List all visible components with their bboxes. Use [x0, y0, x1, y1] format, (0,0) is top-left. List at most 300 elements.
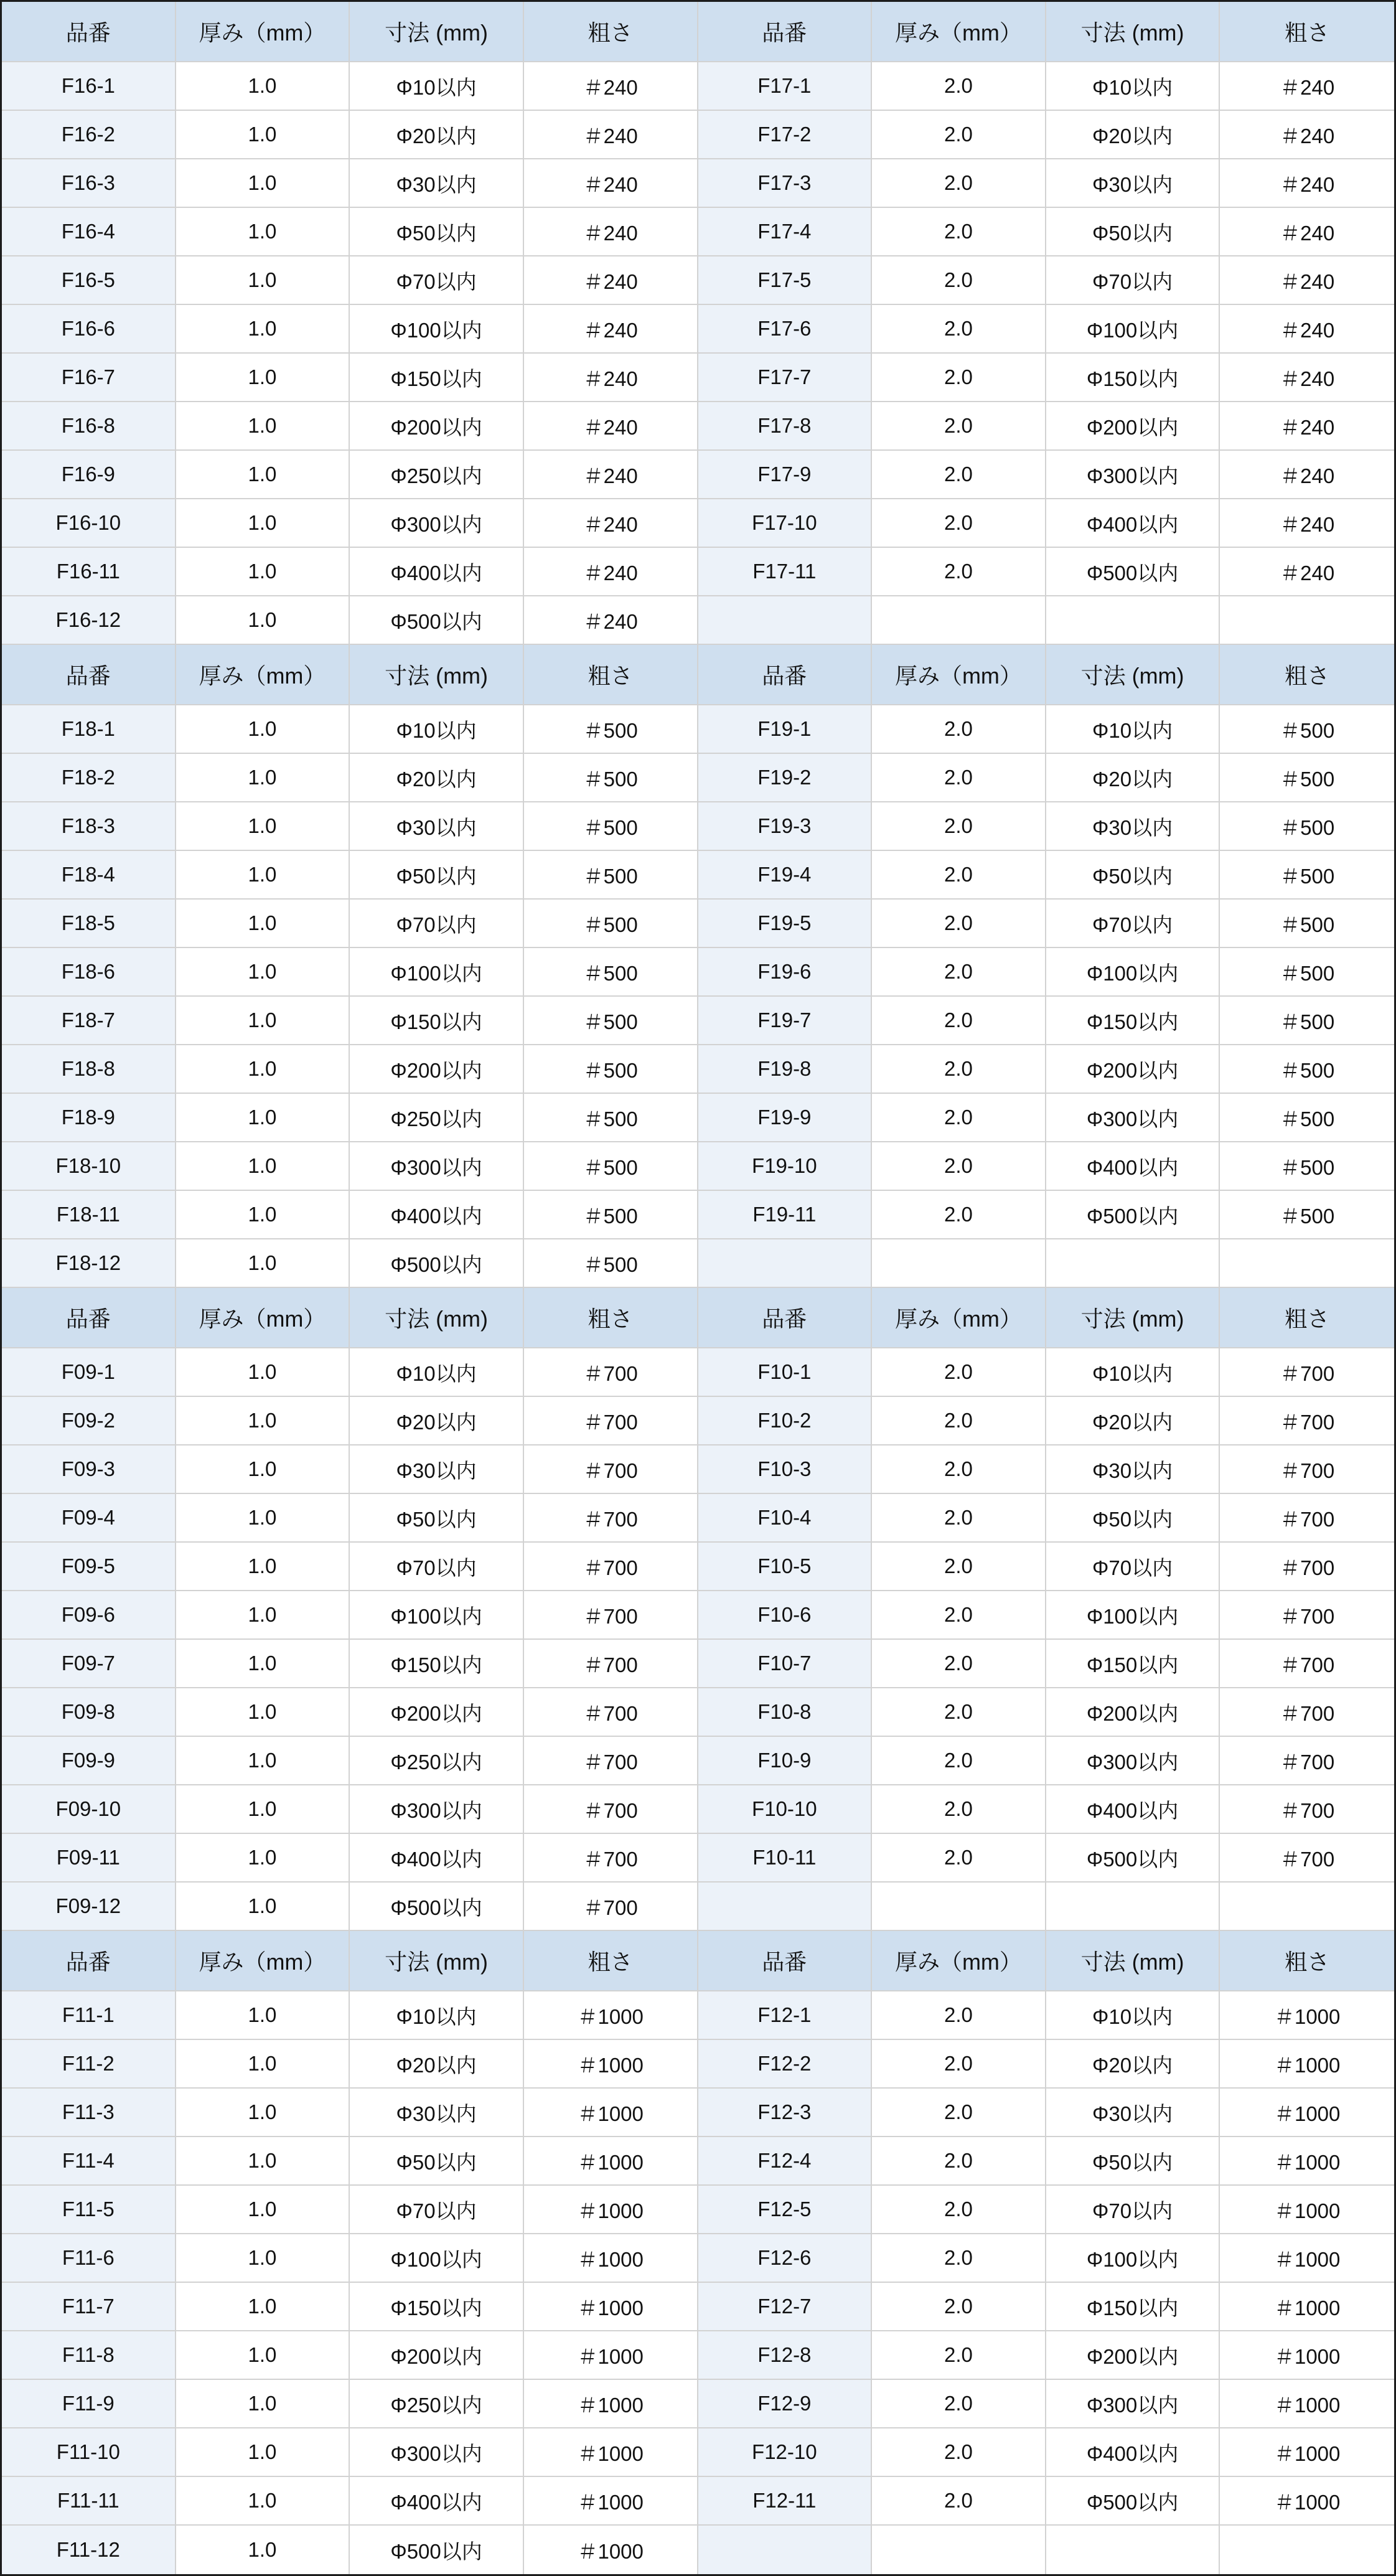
part-number-cell: F19-3 [698, 802, 873, 851]
column-header-part-number: 品番 [2, 645, 176, 705]
thickness-cell: 1.0 [176, 2283, 350, 2331]
column-header-thickness: 厚み（mm） [176, 2, 350, 62]
thickness-cell: 1.0 [176, 1834, 350, 1883]
size-cell: Φ30以内 [350, 802, 524, 851]
size-cell: Φ250以内 [350, 1094, 524, 1142]
part-number-cell: F16-1 [2, 62, 176, 111]
part-number-cell: F19-2 [698, 754, 873, 802]
column-header-thickness: 厚み（mm） [176, 1288, 350, 1348]
grit-cell: ＃500 [1220, 851, 1394, 900]
grit-cell: ＃700 [524, 1494, 698, 1543]
part-number-cell: F17-9 [698, 451, 873, 499]
column-header-grit: 粗さ [524, 1931, 698, 1991]
size-cell: Φ400以内 [1046, 1785, 1220, 1834]
thickness-cell: 2.0 [872, 705, 1046, 754]
thickness-cell: 1.0 [176, 1591, 350, 1640]
part-number-cell: F12-7 [698, 2283, 873, 2331]
grit-cell: ＃700 [1220, 1640, 1394, 1688]
size-cell: Φ300以内 [1046, 2380, 1220, 2428]
thickness-cell: 1.0 [176, 2428, 350, 2477]
part-number-cell: F18-11 [2, 1191, 176, 1239]
thickness-cell: 1.0 [176, 2331, 350, 2380]
thickness-cell: 1.0 [176, 997, 350, 1045]
thickness-cell: 2.0 [872, 1543, 1046, 1591]
thickness-cell: 1.0 [176, 1142, 350, 1191]
grit-cell: ＃240 [1220, 256, 1394, 305]
grit-cell: ＃700 [524, 1397, 698, 1445]
part-number-cell: F10-7 [698, 1640, 873, 1688]
size-cell: Φ100以内 [350, 1591, 524, 1640]
thickness-cell: 2.0 [872, 1991, 1046, 2040]
grit-cell: ＃1000 [524, 2428, 698, 2477]
part-number-cell: F17-3 [698, 159, 873, 208]
part-number-cell: F12-8 [698, 2331, 873, 2380]
part-number-cell: F12-11 [698, 2477, 873, 2526]
grit-cell: ＃500 [524, 802, 698, 851]
thickness-cell: 2.0 [872, 111, 1046, 159]
grit-cell: ＃240 [1220, 208, 1394, 256]
grit-cell: ＃500 [524, 1045, 698, 1094]
size-cell: Φ400以内 [350, 1834, 524, 1883]
size-cell: Φ150以内 [1046, 1640, 1220, 1688]
thickness-cell: 2.0 [872, 1348, 1046, 1397]
size-cell: Φ150以内 [350, 1640, 524, 1688]
grit-cell: ＃1000 [524, 2040, 698, 2089]
size-cell: Φ20以内 [350, 2040, 524, 2089]
size-cell: Φ400以内 [350, 1191, 524, 1239]
size-cell: Φ10以内 [350, 705, 524, 754]
grit-cell: ＃1000 [1220, 2477, 1394, 2526]
part-number-cell: F12-10 [698, 2428, 873, 2477]
section-table-3 [2, 1288, 1394, 1931]
thickness-cell [872, 1883, 1046, 1931]
part-number-cell: F11-11 [2, 2477, 176, 2526]
size-cell: Φ250以内 [350, 1737, 524, 1785]
part-number-cell: F12-6 [698, 2234, 873, 2283]
thickness-cell: 2.0 [872, 451, 1046, 499]
size-cell: Φ400以内 [350, 548, 524, 596]
size-cell: Φ300以内 [1046, 1094, 1220, 1142]
size-cell: Φ100以内 [350, 2234, 524, 2283]
thickness-cell: 1.0 [176, 1348, 350, 1397]
grit-cell: ＃700 [1220, 1785, 1394, 1834]
size-cell: Φ200以内 [1046, 402, 1220, 451]
grit-cell: ＃240 [524, 159, 698, 208]
grit-cell: ＃1000 [1220, 2283, 1394, 2331]
size-cell: Φ500以内 [1046, 1834, 1220, 1883]
grit-cell: ＃240 [524, 596, 698, 645]
thickness-cell: 2.0 [872, 1045, 1046, 1094]
size-cell: Φ70以内 [350, 900, 524, 948]
size-cell: Φ300以内 [350, 2428, 524, 2477]
thickness-cell: 2.0 [872, 1591, 1046, 1640]
grit-cell: ＃500 [1220, 997, 1394, 1045]
part-number-cell: F11-12 [2, 2526, 176, 2574]
part-number-cell [698, 596, 873, 645]
thickness-cell: 1.0 [176, 2040, 350, 2089]
grit-cell [1220, 1883, 1394, 1931]
grit-cell: ＃700 [524, 1737, 698, 1785]
grit-cell: ＃240 [1220, 548, 1394, 596]
part-number-cell: F18-4 [2, 851, 176, 900]
size-cell: Φ30以内 [350, 159, 524, 208]
size-cell: Φ150以内 [1046, 997, 1220, 1045]
grit-cell: ＃700 [524, 1640, 698, 1688]
part-number-cell: F09-3 [2, 1445, 176, 1494]
thickness-cell: 1.0 [176, 2089, 350, 2137]
part-number-cell: F12-4 [698, 2137, 873, 2186]
thickness-cell: 1.0 [176, 705, 350, 754]
grit-cell: ＃500 [1220, 1191, 1394, 1239]
size-cell: Φ400以内 [1046, 1142, 1220, 1191]
thickness-cell: 2.0 [872, 2186, 1046, 2234]
thickness-cell: 1.0 [176, 1543, 350, 1591]
column-header-grit: 粗さ [524, 645, 698, 705]
thickness-cell: 2.0 [872, 2137, 1046, 2186]
part-number-cell: F09-7 [2, 1640, 176, 1688]
thickness-cell: 2.0 [872, 900, 1046, 948]
grit-cell: ＃500 [1220, 900, 1394, 948]
thickness-cell: 1.0 [176, 305, 350, 354]
grit-cell: ＃500 [524, 1239, 698, 1288]
column-header-part-number: 品番 [2, 2, 176, 62]
thickness-cell: 2.0 [872, 402, 1046, 451]
column-header-size: 寸法 (mm) [1046, 1288, 1220, 1348]
part-number-cell: F10-10 [698, 1785, 873, 1834]
part-number-cell: F18-8 [2, 1045, 176, 1094]
part-number-cell: F11-8 [2, 2331, 176, 2380]
part-number-cell: F11-9 [2, 2380, 176, 2428]
thickness-cell [872, 1239, 1046, 1288]
grit-cell: ＃500 [524, 997, 698, 1045]
size-cell: Φ50以内 [350, 208, 524, 256]
grit-cell: ＃1000 [1220, 2234, 1394, 2283]
grit-cell: ＃240 [1220, 159, 1394, 208]
part-number-cell: F16-2 [2, 111, 176, 159]
size-cell: Φ20以内 [350, 754, 524, 802]
grit-cell: ＃700 [524, 1688, 698, 1737]
part-number-cell: F10-8 [698, 1688, 873, 1737]
grit-cell: ＃1000 [1220, 2089, 1394, 2137]
column-header-thickness: 厚み（mm） [176, 645, 350, 705]
part-number-cell: F18-9 [2, 1094, 176, 1142]
grit-cell: ＃240 [524, 402, 698, 451]
grit-cell: ＃700 [1220, 1397, 1394, 1445]
part-number-cell: F09-4 [2, 1494, 176, 1543]
size-cell: Φ30以内 [1046, 159, 1220, 208]
part-number-cell: F16-3 [2, 159, 176, 208]
size-cell: Φ100以内 [1046, 1591, 1220, 1640]
part-number-cell [698, 1883, 873, 1931]
part-number-cell: F18-2 [2, 754, 176, 802]
grit-cell: ＃700 [524, 1785, 698, 1834]
size-cell: Φ20以内 [1046, 754, 1220, 802]
part-number-cell: F10-2 [698, 1397, 873, 1445]
thickness-cell: 2.0 [872, 208, 1046, 256]
grit-cell: ＃500 [1220, 754, 1394, 802]
part-number-cell: F19-5 [698, 900, 873, 948]
grit-cell: ＃700 [524, 1348, 698, 1397]
part-number-cell [698, 1239, 873, 1288]
size-cell: Φ200以内 [1046, 1688, 1220, 1737]
part-number-cell: F17-2 [698, 111, 873, 159]
column-header-size: 寸法 (mm) [350, 1288, 524, 1348]
thickness-cell: 2.0 [872, 499, 1046, 548]
part-number-cell: F10-1 [698, 1348, 873, 1397]
size-cell: Φ20以内 [350, 111, 524, 159]
size-cell: Φ50以内 [1046, 851, 1220, 900]
grit-cell: ＃240 [524, 499, 698, 548]
thickness-cell: 1.0 [176, 1991, 350, 2040]
grit-cell: ＃240 [1220, 62, 1394, 111]
size-cell: Φ20以内 [1046, 2040, 1220, 2089]
grit-cell: ＃1000 [524, 2526, 698, 2574]
grit-cell: ＃500 [1220, 1142, 1394, 1191]
grit-cell: ＃700 [1220, 1834, 1394, 1883]
size-cell: Φ200以内 [1046, 2331, 1220, 2380]
grit-cell: ＃1000 [524, 2283, 698, 2331]
size-cell: Φ300以内 [350, 499, 524, 548]
part-number-cell: F11-3 [2, 2089, 176, 2137]
part-number-cell: F16-9 [2, 451, 176, 499]
size-cell: Φ70以内 [1046, 2186, 1220, 2234]
column-header-grit: 粗さ [524, 1288, 698, 1348]
column-header-part-number: 品番 [2, 1288, 176, 1348]
grit-cell: ＃1000 [524, 2234, 698, 2283]
grit-cell: ＃500 [524, 1191, 698, 1239]
thickness-cell: 1.0 [176, 2526, 350, 2574]
grit-cell: ＃240 [1220, 499, 1394, 548]
size-cell: Φ150以内 [1046, 2283, 1220, 2331]
thickness-cell: 2.0 [872, 1785, 1046, 1834]
thickness-cell: 1.0 [176, 596, 350, 645]
size-cell: Φ500以内 [350, 1883, 524, 1931]
thickness-cell: 1.0 [176, 2380, 350, 2428]
part-number-cell: F17-8 [698, 402, 873, 451]
size-cell: Φ150以内 [350, 354, 524, 402]
grit-cell: ＃1000 [524, 1991, 698, 2040]
part-number-cell: F16-12 [2, 596, 176, 645]
grit-cell: ＃700 [1220, 1591, 1394, 1640]
grit-cell [1220, 596, 1394, 645]
thickness-cell: 2.0 [872, 1142, 1046, 1191]
thickness-cell: 2.0 [872, 2234, 1046, 2283]
part-number-cell: F17-7 [698, 354, 873, 402]
column-header-size: 寸法 (mm) [350, 1931, 524, 1991]
size-cell: Φ70以内 [1046, 900, 1220, 948]
grit-cell: ＃1000 [524, 2186, 698, 2234]
size-cell: Φ150以内 [350, 997, 524, 1045]
grit-cell: ＃240 [1220, 402, 1394, 451]
grit-cell: ＃240 [524, 548, 698, 596]
column-header-size: 寸法 (mm) [350, 645, 524, 705]
size-cell: Φ20以内 [1046, 1397, 1220, 1445]
size-cell: Φ50以内 [350, 1494, 524, 1543]
size-cell [1046, 1239, 1220, 1288]
size-cell: Φ200以内 [350, 1688, 524, 1737]
grit-cell: ＃240 [1220, 305, 1394, 354]
thickness-cell: 2.0 [872, 802, 1046, 851]
size-cell: Φ400以内 [1046, 2428, 1220, 2477]
thickness-cell: 1.0 [176, 1397, 350, 1445]
thickness-cell: 1.0 [176, 111, 350, 159]
thickness-cell: 1.0 [176, 754, 350, 802]
part-number-cell: F18-10 [2, 1142, 176, 1191]
part-number-cell: F18-1 [2, 705, 176, 754]
grit-cell: ＃1000 [1220, 1991, 1394, 2040]
part-number-cell: F09-6 [2, 1591, 176, 1640]
size-cell: Φ200以内 [350, 1045, 524, 1094]
grit-cell [1220, 2526, 1394, 2574]
thickness-cell: 2.0 [872, 1191, 1046, 1239]
column-header-part-number: 品番 [698, 2, 873, 62]
grit-cell: ＃240 [1220, 451, 1394, 499]
column-header-thickness: 厚み（mm） [872, 1288, 1046, 1348]
column-header-part-number: 品番 [698, 1931, 873, 1991]
size-cell: Φ30以内 [350, 2089, 524, 2137]
size-cell: Φ250以内 [350, 451, 524, 499]
thickness-cell: 1.0 [176, 1737, 350, 1785]
part-number-cell: F19-6 [698, 948, 873, 997]
part-number-cell: F17-11 [698, 548, 873, 596]
grit-cell: ＃500 [524, 948, 698, 997]
part-number-cell: F11-7 [2, 2283, 176, 2331]
thickness-cell: 2.0 [872, 1397, 1046, 1445]
part-number-cell: F16-4 [2, 208, 176, 256]
size-cell: Φ30以内 [1046, 1445, 1220, 1494]
size-cell: Φ500以内 [350, 1239, 524, 1288]
part-number-cell: F11-10 [2, 2428, 176, 2477]
part-number-cell: F16-7 [2, 354, 176, 402]
grit-cell: ＃1000 [1220, 2137, 1394, 2186]
grit-cell: ＃240 [1220, 354, 1394, 402]
part-number-cell: F17-10 [698, 499, 873, 548]
thickness-cell: 1.0 [176, 548, 350, 596]
part-number-cell: F09-1 [2, 1348, 176, 1397]
part-number-cell: F19-9 [698, 1094, 873, 1142]
grit-cell: ＃1000 [1220, 2040, 1394, 2089]
thickness-cell: 1.0 [176, 256, 350, 305]
size-cell: Φ70以内 [350, 2186, 524, 2234]
size-cell [1046, 1883, 1220, 1931]
thickness-cell: 2.0 [872, 159, 1046, 208]
thickness-cell: 2.0 [872, 62, 1046, 111]
section-table-2 [2, 645, 1394, 1288]
size-cell: Φ50以内 [350, 851, 524, 900]
part-number-cell: F12-5 [698, 2186, 873, 2234]
grit-cell: ＃1000 [1220, 2380, 1394, 2428]
grit-cell: ＃700 [524, 1834, 698, 1883]
thickness-cell: 2.0 [872, 256, 1046, 305]
size-cell: Φ500以内 [1046, 1191, 1220, 1239]
part-number-cell: F19-10 [698, 1142, 873, 1191]
part-number-cell: F12-2 [698, 2040, 873, 2089]
part-number-cell: F18-3 [2, 802, 176, 851]
grit-cell: ＃700 [1220, 1543, 1394, 1591]
thickness-cell: 2.0 [872, 305, 1046, 354]
size-cell: Φ30以内 [350, 1445, 524, 1494]
part-number-cell: F09-8 [2, 1688, 176, 1737]
size-cell: Φ10以内 [1046, 1991, 1220, 2040]
part-number-cell: F17-5 [698, 256, 873, 305]
grit-cell: ＃500 [1220, 1045, 1394, 1094]
thickness-cell: 1.0 [176, 948, 350, 997]
size-cell: Φ30以内 [1046, 2089, 1220, 2137]
grit-cell: ＃500 [1220, 802, 1394, 851]
part-number-cell: F11-4 [2, 2137, 176, 2186]
part-number-cell: F16-10 [2, 499, 176, 548]
thickness-cell: 2.0 [872, 2089, 1046, 2137]
thickness-cell: 2.0 [872, 1445, 1046, 1494]
grit-cell: ＃500 [524, 705, 698, 754]
size-cell: Φ100以内 [1046, 305, 1220, 354]
part-number-cell: F10-4 [698, 1494, 873, 1543]
part-number-cell: F19-8 [698, 1045, 873, 1094]
grit-cell: ＃500 [1220, 948, 1394, 997]
size-cell: Φ10以内 [1046, 705, 1220, 754]
size-cell: Φ100以内 [350, 305, 524, 354]
part-number-cell: F16-5 [2, 256, 176, 305]
size-cell [1046, 596, 1220, 645]
grit-cell: ＃500 [524, 851, 698, 900]
part-number-cell: F19-11 [698, 1191, 873, 1239]
column-header-size: 寸法 (mm) [1046, 2, 1220, 62]
part-number-cell: F09-12 [2, 1883, 176, 1931]
grit-cell: ＃700 [524, 1883, 698, 1931]
thickness-cell: 2.0 [872, 997, 1046, 1045]
part-number-cell: F18-12 [2, 1239, 176, 1288]
part-number-cell: F09-10 [2, 1785, 176, 1834]
grit-cell: ＃500 [524, 1142, 698, 1191]
part-number-cell: F16-8 [2, 402, 176, 451]
thickness-cell: 2.0 [872, 1737, 1046, 1785]
thickness-cell: 1.0 [176, 1494, 350, 1543]
grit-cell: ＃1000 [524, 2089, 698, 2137]
thickness-cell: 2.0 [872, 1494, 1046, 1543]
size-cell: Φ100以内 [1046, 2234, 1220, 2283]
grit-cell: ＃700 [524, 1591, 698, 1640]
thickness-cell: 2.0 [872, 1640, 1046, 1688]
thickness-cell: 1.0 [176, 208, 350, 256]
part-number-cell: F11-5 [2, 2186, 176, 2234]
size-cell: Φ10以内 [350, 1991, 524, 2040]
part-number-cell: F19-7 [698, 997, 873, 1045]
size-cell: Φ10以内 [1046, 1348, 1220, 1397]
size-cell: Φ300以内 [1046, 1737, 1220, 1785]
column-header-part-number: 品番 [698, 645, 873, 705]
part-number-cell [698, 2526, 873, 2574]
grit-cell: ＃1000 [524, 2380, 698, 2428]
column-header-thickness: 厚み（mm） [176, 1931, 350, 1991]
section-table-4 [2, 1931, 1394, 2574]
column-header-thickness: 厚み（mm） [872, 645, 1046, 705]
size-cell: Φ70以内 [350, 256, 524, 305]
grit-cell: ＃1000 [524, 2331, 698, 2380]
part-number-cell: F17-6 [698, 305, 873, 354]
size-cell: Φ200以内 [1046, 1045, 1220, 1094]
thickness-cell: 1.0 [176, 499, 350, 548]
part-number-cell: F17-1 [698, 62, 873, 111]
part-number-cell: F11-1 [2, 1991, 176, 2040]
grit-cell: ＃1000 [524, 2477, 698, 2526]
size-cell: Φ50以内 [1046, 2137, 1220, 2186]
size-cell: Φ150以内 [1046, 354, 1220, 402]
size-cell: Φ100以内 [1046, 948, 1220, 997]
thickness-cell: 1.0 [176, 1688, 350, 1737]
part-number-cell: F10-9 [698, 1737, 873, 1785]
size-cell: Φ50以内 [1046, 1494, 1220, 1543]
part-number-cell: F17-4 [698, 208, 873, 256]
